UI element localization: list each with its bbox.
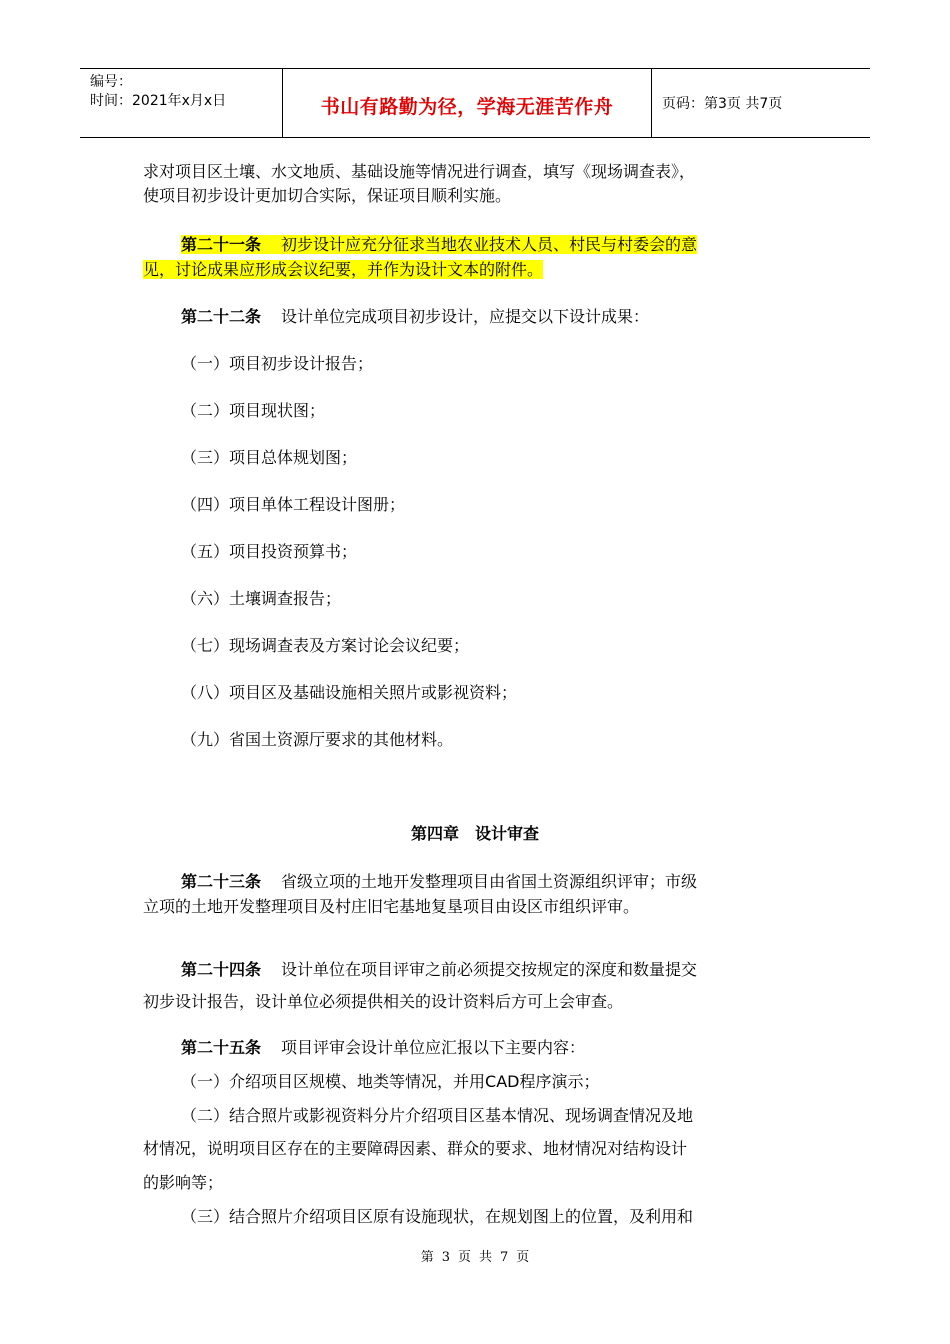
paragraph-line: 求对项目区土壤、水文地质、基础设施等情况进行调查，填写《现场调查表》， — [143, 162, 696, 181]
article-22-text: 设计单位完成项目初步设计，应提交以下设计成果： — [281, 307, 650, 326]
article-21-line — [143, 258, 543, 282]
article-25-title: 第二十五条 — [181, 1038, 262, 1057]
article-21-highlight — [181, 235, 697, 254]
list-item: （三）项目总体规划图； — [181, 448, 358, 467]
list-item: （五）项目投资预算书； — [181, 542, 358, 561]
paragraph-line: 使项目初步设计更加切合实际，保证项目顺利实施。 — [143, 186, 512, 205]
footer-text: 第 — [420, 1250, 434, 1265]
list-item: （九）省国土资源厅要求的其他材料。 — [181, 730, 454, 749]
list-item — [181, 1070, 599, 1094]
paragraph-line: 立项的土地开发整理项目及村庄旧宅基地复垦项目由设区市组织评审。 — [143, 897, 640, 916]
article-21-highlight: 见，讨论成果应形成会议纪要，并作为设计文本的附件。 — [143, 260, 544, 279]
cad-term: CAD — [485, 1072, 520, 1091]
paragraph-line: 的影响等； — [143, 1173, 224, 1192]
chapter-heading: 第四章 设计审查 — [410, 824, 539, 843]
paragraph-line: 初步设计报告，设计单位必须提供相关的设计资料后方可上会审查。 — [143, 992, 624, 1011]
article-21-text: 初步设计应充分征求当地农业技术人员、村民与村委会的意 — [281, 235, 698, 254]
document-time-label: 时间：2021年x月x日 — [90, 93, 227, 109]
article-23-text: 省级立项的土地开发整理项目由省国土资源组织评审；市级 — [281, 872, 698, 891]
article-21-title: 第二十一条 — [181, 235, 262, 254]
list-item: （四）项目单体工程设计图册； — [181, 495, 406, 514]
header-motto-cell — [283, 69, 652, 137]
article-23-line — [181, 870, 697, 894]
list-item: （二）结合照片或影视资料分片介绍项目区基本情况、现场调查情况及地 — [181, 1106, 694, 1125]
article-23-title: 第二十三条 — [181, 872, 262, 891]
list-item: （三）结合照片介绍项目区原有设施现状，在规划图上的位置，及利用和 — [181, 1207, 694, 1226]
page-footer — [0, 1246, 950, 1265]
article-25-text: 项目评审会设计单位应汇报以下主要内容： — [281, 1038, 586, 1057]
header-page-indicator: 页码：第3页 共7页 — [662, 96, 783, 112]
footer-total-pages: 7 — [500, 1250, 509, 1265]
list-item: （二）项目现状图； — [181, 401, 326, 420]
footer-text: 页 — [457, 1250, 471, 1265]
footer-text: 页 — [516, 1250, 530, 1265]
footer-page-number: 3 — [441, 1250, 450, 1265]
article-22-line — [181, 305, 649, 329]
document-number-label: 编号： — [90, 74, 132, 90]
list-item-text: 程序演示； — [519, 1072, 600, 1091]
list-item: （一）项目初步设计报告； — [181, 354, 374, 373]
footer-text: 共 — [479, 1250, 493, 1265]
list-item: （八）项目区及基础设施相关照片或影视资料； — [181, 683, 518, 702]
article-24-title: 第二十四条 — [181, 960, 262, 979]
article-21-line — [181, 233, 697, 257]
article-22-title: 第二十二条 — [181, 307, 262, 326]
list-item: （七）现场调查表及方案讨论会议纪要； — [181, 636, 470, 655]
article-24-text: 设计单位在项目评审之前必须提交按规定的深度和数量提交 — [281, 960, 698, 979]
page-header — [80, 68, 870, 138]
article-24-line — [181, 958, 697, 982]
list-item: （六）土壤调查报告； — [181, 589, 342, 608]
article-25-line — [181, 1036, 585, 1060]
paragraph-line: 材情况，说明项目区存在的主要障碍因素、群众的要求、地材情况对结构设计 — [143, 1139, 688, 1158]
header-meta-cell — [80, 69, 283, 137]
list-item-text: （一）介绍项目区规模、地类等情况，并用 — [181, 1072, 486, 1091]
header-motto: 书山有路勤为径，学海无涯苦作舟 — [320, 96, 614, 118]
